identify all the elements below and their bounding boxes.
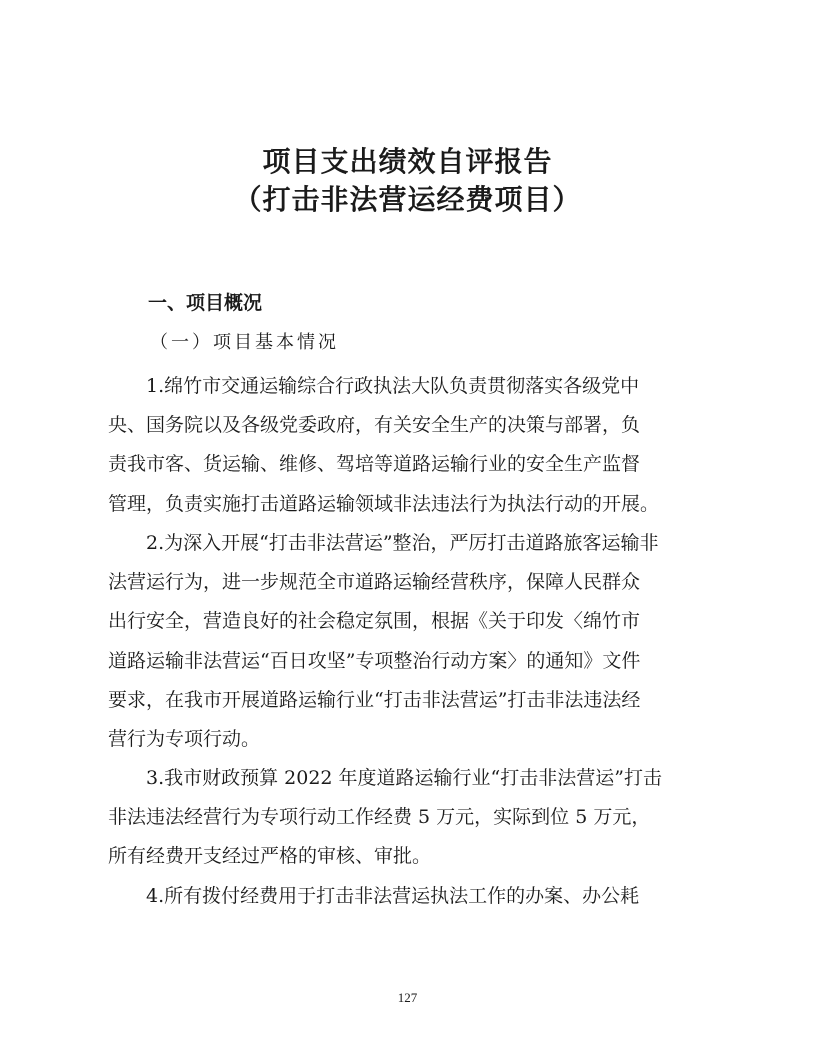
subsection-heading: （一）项目基本情况 <box>150 332 339 353</box>
paragraph-line: 责我市客、货运输、维修、驾培等道路运输行业的安全生产监督 <box>108 453 641 476</box>
paragraph-4 <box>108 877 708 916</box>
paragraph-line: 道路运输非法营运“百日攻坚”专项整治行动方案〉的通知》文件 <box>108 649 641 672</box>
paragraph-line: 法营运行为，进一步规范全市道路运输经营秩序，保障人民群众 <box>108 571 641 594</box>
paragraph-1 <box>108 367 708 524</box>
paragraph-line: 出行安全，营造良好的社会稳定氛围，根据《关于印发〈绵竹市 <box>108 610 641 633</box>
paragraph-line: 管理，负责实施打击道路运输领域非法违法行为执法行动的开展。 <box>108 492 660 515</box>
report-title: 项目支出绩效自评报告 <box>262 145 553 178</box>
report-subtitle: （打击非法营运经费项目） <box>233 183 582 216</box>
paragraph-line: 央、国务院以及各级党委政府，有关安全生产的决策与部署，负 <box>108 414 641 437</box>
paragraph-line: 非法违法经营行为专项行动工作经费 5 万元，实际到位 5 万元， <box>108 806 651 829</box>
page-number: 127 <box>397 990 418 1005</box>
paragraph-3 <box>108 759 708 877</box>
paragraph-line: 营行为专项行动。 <box>108 728 261 751</box>
paragraph-line: 1.绵竹市交通运输综合行政执法大队负责贯彻落实各级党中 <box>146 375 640 397</box>
section-heading: 一、项目概况 <box>148 292 263 314</box>
paragraph-line: 2.为深入开展“打击非法营运”整治，严厉打击道路旅客运输非 <box>146 532 659 554</box>
paragraph-line: 4.所有拨付经费用于打击非法营运执法工作的办案、办公耗 <box>146 885 640 907</box>
paragraph-line: 要求，在我市开展道路运输行业“打击非法营运”打击非法违法经 <box>108 688 641 711</box>
paragraph-2 <box>108 524 708 759</box>
paragraph-line: 3.我市财政预算 2022 年度道路运输行业“打击非法营运”打击 <box>146 767 662 789</box>
paragraph-line: 所有经费开支经过严格的审核、审批。 <box>108 845 432 868</box>
